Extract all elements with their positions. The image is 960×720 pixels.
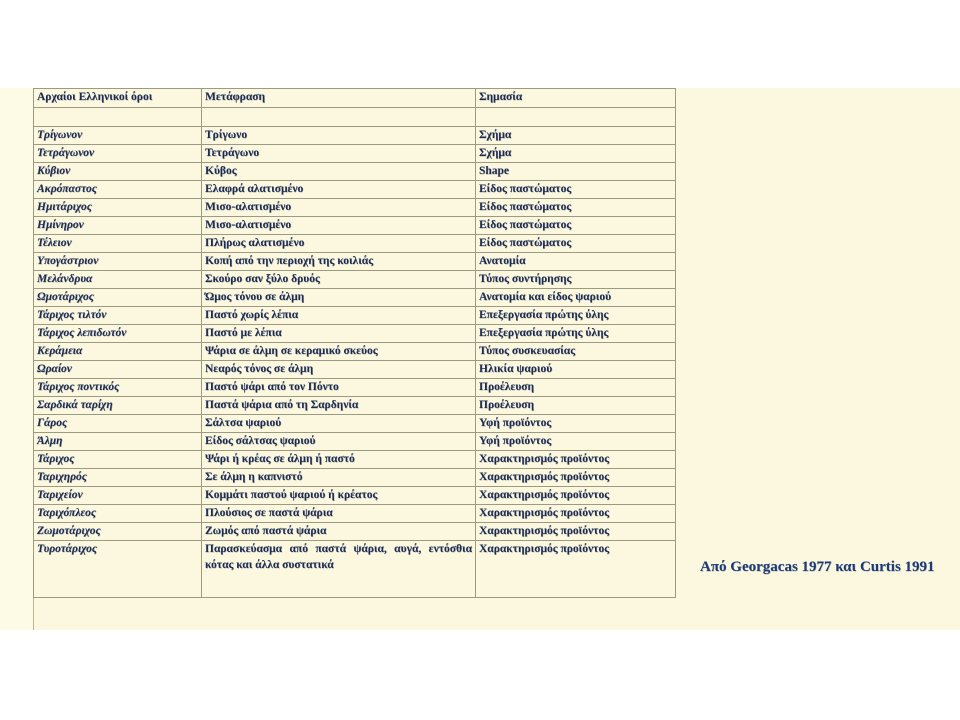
table-row: [34, 163, 676, 181]
cell-meaning: Shape: [476, 163, 676, 181]
cell-term: Ωραίον: [34, 361, 202, 379]
cell-term: Ακρόπαστος: [34, 181, 202, 199]
cell-translation: Είδος σάλτσας ψαριού: [202, 433, 476, 451]
empty-cell: [202, 108, 476, 127]
cell-term: Σαρδικά ταρίχη: [34, 397, 202, 415]
table-row: [34, 217, 676, 235]
cell-term: Ζωμοτάριχος: [34, 523, 202, 541]
table-row: [34, 181, 676, 199]
cell-meaning: Προέλευση: [476, 379, 676, 397]
table-row: [34, 361, 676, 379]
terms-table: [33, 88, 676, 598]
cell-translation: Παρασκεύασμα από παστά ψάρια, αυγά, εντόσθια κότας και άλλα συστατικά: [202, 541, 476, 598]
table-row: [34, 325, 676, 343]
table-row: [34, 289, 676, 307]
table-row: [34, 523, 676, 541]
left-margin-strip: [0, 88, 34, 630]
cell-meaning: Χαρακτηρισμός προϊόντος: [476, 451, 676, 469]
cell-translation: Ψάρι ή κρέας σε άλμη ή παστό: [202, 451, 476, 469]
header-meaning: Σημασία: [476, 89, 676, 108]
cell-term: Τάριχος τιλτόν: [34, 307, 202, 325]
cell-meaning: Υφή προϊόντος: [476, 415, 676, 433]
cell-translation: Κοπή από την περιοχή της κοιλιάς: [202, 253, 476, 271]
table-row: [34, 451, 676, 469]
cell-term: Ημιτάριχος: [34, 199, 202, 217]
cell-term: Τάριχος λεπιδωτόν: [34, 325, 202, 343]
table-row: [34, 469, 676, 487]
slide-content-band: [0, 88, 960, 630]
cell-translation: Ώμος τόνου σε άλμη: [202, 289, 476, 307]
cell-meaning: Τύπος συντήρησης: [476, 271, 676, 289]
cell-term: Μελάνδρυα: [34, 271, 202, 289]
table-row: [34, 127, 676, 145]
cell-translation: Πλούσιος σε παστά ψάρια: [202, 505, 476, 523]
cell-translation: Παστά ψάρια από τη Σαρδηνία: [202, 397, 476, 415]
cell-meaning: Επεξεργασία πρώτης ύλης: [476, 325, 676, 343]
source-citation: Από Georgacas 1977 και Curtis 1991: [700, 559, 935, 575]
cell-translation: Πλήρως αλατισμένο: [202, 235, 476, 253]
cell-meaning: Επεξεργασία πρώτης ύλης: [476, 307, 676, 325]
cell-meaning: Είδος παστώματος: [476, 181, 676, 199]
table-row: [34, 343, 676, 361]
table-row: [34, 307, 676, 325]
cell-term: Ωμοτάριχος: [34, 289, 202, 307]
header-translation: Μετάφραση: [202, 89, 476, 108]
table-row: [34, 541, 676, 598]
cell-meaning: Χαρακτηρισμός προϊόντος: [476, 469, 676, 487]
cell-meaning: Τύπος συσκευασίας: [476, 343, 676, 361]
cell-translation: Ψάρια σε άλμη σε κεραμικό σκεύος: [202, 343, 476, 361]
cell-translation: Κομμάτι παστού ψαριού ή κρέατος: [202, 487, 476, 505]
table-row: [34, 199, 676, 217]
cell-meaning: Σχήμα: [476, 145, 676, 163]
cell-translation: Παστό ψάρι από τον Πόντο: [202, 379, 476, 397]
cell-meaning: Είδος παστώματος: [476, 235, 676, 253]
cell-translation: Μισο-αλατισμένο: [202, 217, 476, 235]
cell-translation: Σάλτσα ψαριού: [202, 415, 476, 433]
cell-term: Γάρος: [34, 415, 202, 433]
cell-translation: Τρίγωνο: [202, 127, 476, 145]
table-row: [34, 271, 676, 289]
cell-translation: Νεαρός τόνος σε άλμη: [202, 361, 476, 379]
table-header-row: [34, 89, 676, 108]
cell-meaning: Ηλικία ψαριού: [476, 361, 676, 379]
empty-cell: [34, 108, 202, 127]
cell-meaning: Χαρακτηρισμός προϊόντος: [476, 505, 676, 523]
cell-meaning: Υφή προϊόντος: [476, 433, 676, 451]
cell-term: Ταριχόπλεος: [34, 505, 202, 523]
empty-cell: [476, 108, 676, 127]
cell-translation: Τετράγωνο: [202, 145, 476, 163]
cell-term: Άλμη: [34, 433, 202, 451]
cell-meaning: Χαρακτηρισμός προϊόντος: [476, 487, 676, 505]
cell-translation: Κύβος: [202, 163, 476, 181]
cell-translation: Σε άλμη η καπνιστό: [202, 469, 476, 487]
table-row: [34, 415, 676, 433]
table-row: [34, 487, 676, 505]
cell-meaning: Είδος παστώματος: [476, 217, 676, 235]
cell-meaning: Σχήμα: [476, 127, 676, 145]
cell-term: Τάριχος ποντικός: [34, 379, 202, 397]
cell-translation: Ζωμός από παστά ψάρια: [202, 523, 476, 541]
table-empty-row: [34, 108, 676, 127]
cell-translation: Ελαφρά αλατισμένο: [202, 181, 476, 199]
cell-term: Κύβιον: [34, 163, 202, 181]
cell-term: Κεράμεια: [34, 343, 202, 361]
cell-term: Τετράγωνον: [34, 145, 202, 163]
cell-term: Τάριχος: [34, 451, 202, 469]
cell-term: Υπογάστριον: [34, 253, 202, 271]
cell-meaning: Προέλευση: [476, 397, 676, 415]
cell-translation: Παστό χωρίς λέπια: [202, 307, 476, 325]
cell-meaning: Ανατομία: [476, 253, 676, 271]
cell-term: Τυροτάριχος: [34, 541, 202, 598]
cell-term: Ταριχείον: [34, 487, 202, 505]
cell-term: Τέλειον: [34, 235, 202, 253]
table-body: [34, 89, 676, 598]
cell-meaning: Ανατομία και είδος ψαριού: [476, 289, 676, 307]
table-row: [34, 397, 676, 415]
table-row: [34, 145, 676, 163]
cell-translation: Παστό με λέπια: [202, 325, 476, 343]
cell-meaning: Χαρακτηρισμός προϊόντος: [476, 541, 676, 598]
table-row: [34, 379, 676, 397]
cell-term: Τρίγωνον: [34, 127, 202, 145]
cell-term: Ημίνηρον: [34, 217, 202, 235]
cell-translation: Σκούρο σαν ξύλο δρυός: [202, 271, 476, 289]
cell-meaning: Είδος παστώματος: [476, 199, 676, 217]
table-row: [34, 433, 676, 451]
cell-translation: Μισο-αλατισμένο: [202, 199, 476, 217]
table-row: [34, 253, 676, 271]
table-row: [34, 505, 676, 523]
cell-meaning: Χαρακτηρισμός προϊόντος: [476, 523, 676, 541]
table-row: [34, 235, 676, 253]
cell-term: Ταριχηρός: [34, 469, 202, 487]
header-ancient-terms: Αρχαίοι Ελληνικοί όροι: [34, 89, 202, 108]
